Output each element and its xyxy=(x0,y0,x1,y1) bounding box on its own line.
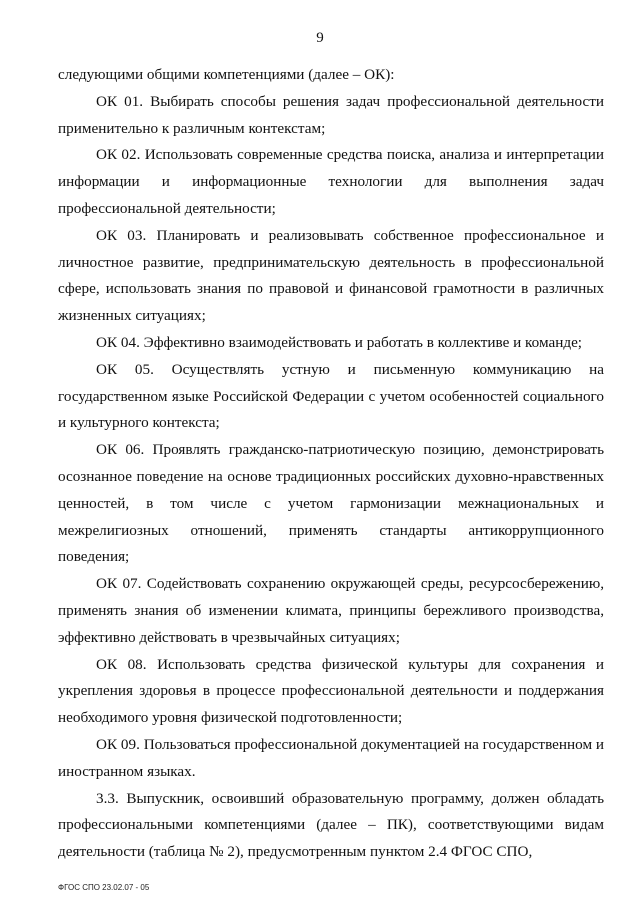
paragraph-ok07: ОК 07. Содействовать сохранению окружающей среды, ресурсосбережению, применять знания об изменении климата, принципы бережливого производства, эффективно действовать в чрезвычайных ситуациях; xyxy=(58,575,604,646)
document-footer-code: ФГОС СПО 23.02.07 - 05 xyxy=(58,883,150,892)
paragraph-ok01: ОК 01. Выбирать способы решения задач профессиональной деятельности применительно к различным контекстам; xyxy=(58,92,604,137)
paragraph-ok08: ОК 08. Использовать средства физической культуры для сохранения и укрепления здоровья в процессе профессиональной деятельности и поддержания необходимого уровня физической подготовленности; xyxy=(58,655,604,727)
paragraph-ok02: ОК 02. Использовать современные средства поиска, анализа и интерпретации информации и информационные технологии для выполнения задач профессиональной деятельности; xyxy=(58,146,604,217)
paragraph-ok05: ОК 05. Осуществлять устную и письменную коммуникацию на государственном языке Российской Федерации с учетом особенностей социального и культурного контекста; xyxy=(58,360,604,432)
paragraph-ok09: ОК 09. Пользоваться профессиональной документацией на государственном и иностранном языках. xyxy=(58,735,604,780)
paragraph-3-3: 3.3. Выпускник, освоивший образовательную программу, должен обладать профессиональными компетенциями (далее – ПК), соответствующими видам деятельности (таблица № 2), предусмотренным пунктом 2.4 ФГОС СПО, xyxy=(58,789,604,861)
paragraph-ok03: ОК 03. Планировать и реализовывать собственное профессиональное и личностное развитие, предпринимательскую деятельность в профессиональной сфере, использовать знания по правовой и финансовой грамотности в различных жизненных ситуациях; xyxy=(58,226,604,325)
document-body xyxy=(58,62,604,866)
paragraph-intro: следующими общими компетенциями (далее – ОК): xyxy=(58,66,395,83)
paragraph-ok04: ОК 04. Эффективно взаимодействовать и работать в коллективе и команде; xyxy=(96,333,583,351)
paragraph-ok06: ОК 06. Проявлять гражданско-патриотическую позицию, демонстрировать осознанное поведение на основе традиционных российских духовно-нравственных ценностей, в том числе с учетом гармонизации межнациональных и межрелигиозных отношений, применять стандарты антикоррупционного поведения; xyxy=(58,441,604,566)
page-number: 9 xyxy=(316,30,324,46)
